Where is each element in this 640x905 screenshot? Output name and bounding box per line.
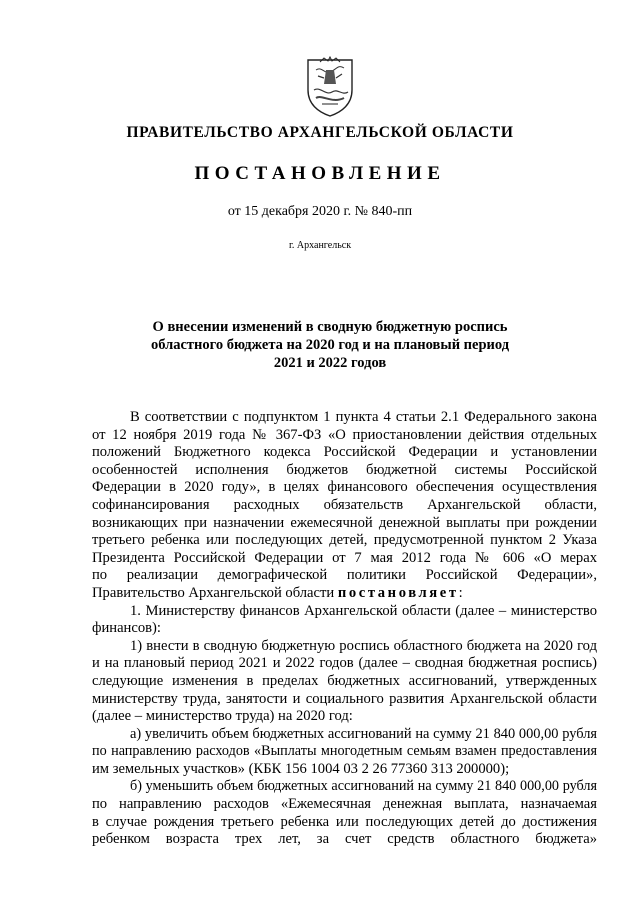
body-line: по реализации демографической политики Российской Федерации», [92,567,597,584]
body-line: В соответствии с подпунктом 1 пункта 4 статьи 2.1 Федерального закона [130,409,597,425]
document-body [92,409,597,849]
body-line: положений Бюджетного кодекса Российской Федерации и установлении [92,444,597,461]
body-line: б) уменьшить объем бюджетных ассигнований на сумму 21 840 000,00 рубля [130,778,597,795]
resolves-colon: : [458,584,463,601]
document-title [100,318,560,372]
title-line: О внесении изменений в сводную бюджетную роспись [152,319,508,335]
document-date-number: от 15 декабря 2020 г. № 840-пп [227,204,413,219]
body-line: софинансирования расходных обязательств Архангельской области, [92,496,597,513]
body-line: особенностей исполнения бюджетов бюджетной системы Российской [92,461,597,478]
body-line: возникающих при назначении ежемесячной денежной выплаты при рождении [92,514,597,531]
organization-name: ПРАВИТЕЛЬСТВО АРХАНГЕЛЬСКОЙ ОБЛАСТИ [126,124,514,141]
body-line: по направлению расходов «Ежемесячная денежная выплата, назначаемая [92,796,597,813]
body-line-text: Правительство Архангельской области [92,584,335,601]
document-city: г. Архангельск [288,240,352,251]
body-line: следующие изменения в пределах бюджетных ассигнований, утвержденных [92,672,597,689]
body-line: а) увеличить объем бюджетных ассигнований на сумму 21 840 000,00 рубля [130,725,597,742]
body-line: Президента Российской Федерации от 7 мая 2012 года № 606 «О мерах [92,549,597,566]
body-line: и на плановый период 2021 и 2022 годов (далее – сводная бюджетная роспись) [92,655,597,672]
body-line: (далее – министерство труда) на 2020 год: [92,708,353,725]
body-line: им земельных участков» (КБК 156 1004 03 2 26 77360 313 200000); [92,760,510,777]
body-line: в случае рождения третьего ребенка или последующих детей до достижения [92,813,597,830]
body-line: 1) внести в сводную бюджетную роспись областного бюджета на 2020 год [130,637,597,654]
resolves-word: постановляет [337,584,459,601]
title-line: областного бюджета на 2020 год и на плановый период [150,337,510,353]
body-line: министерству труда, занятости и социального развития Архангельской области [92,690,597,707]
body-line: 1. Министерству финансов Архангельской области (далее – министерство [130,602,597,619]
body-line: финансов): [92,620,161,637]
body-line: по направлению расходов «Выплаты многодетным семьям взамен предоставления [92,743,597,760]
body-line: Федерации в 2020 году», в целях финансового обеспечения осуществления [92,479,597,496]
body-line: от 12 ноября 2019 года № 367-ФЗ «О приостановлении действия отдельных [92,426,597,443]
document-type: ПОСТАНОВЛЕНИЕ [194,163,446,184]
coat-of-arms-emblem [302,56,358,118]
body-line-resolution [92,585,597,603]
title-line: 2021 и 2022 годов [273,355,387,371]
body-line: третьего ребенка или последующих детей, предусмотренной пунктом 2 Указа [92,532,597,549]
body-line: ребенком возраста трех лет, за счет средств областного бюджета» [92,831,597,848]
